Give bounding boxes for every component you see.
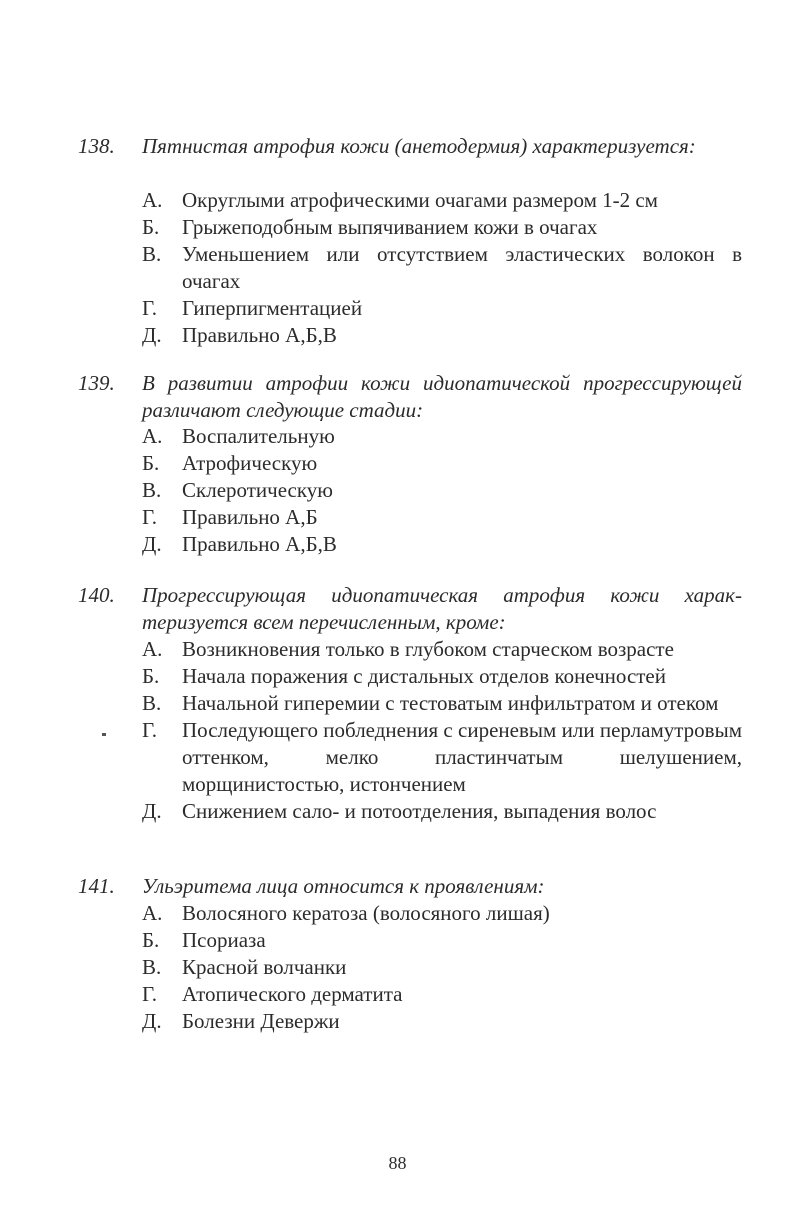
option-text: Начальной гиперемии с тестоватым инфильтратом и отеком xyxy=(182,691,719,715)
option-b xyxy=(0,450,795,477)
option-letter: Г. xyxy=(142,718,158,742)
option-text: Округлыми атрофическими очагами размером 1-2 см xyxy=(182,188,658,212)
option-letter: Б. xyxy=(142,664,160,688)
option-letter: В. xyxy=(142,478,162,502)
option-letter: А. xyxy=(142,424,163,448)
option-letter: Г. xyxy=(142,982,158,1006)
option-text: Воспалительную xyxy=(182,424,335,448)
option-text: Правильно А,Б,В xyxy=(182,323,337,347)
option-text: Болезни Девержи xyxy=(182,1009,340,1033)
question-number: 139. xyxy=(78,371,115,395)
option-letter: В. xyxy=(142,242,162,266)
option-e xyxy=(0,798,795,825)
option-text: Псориаза xyxy=(182,928,266,952)
option-letter: А. xyxy=(142,637,163,661)
options-139 xyxy=(0,423,795,558)
option-text: Гиперпигментацией xyxy=(182,296,363,320)
option-letter: Д. xyxy=(142,323,162,347)
option-d xyxy=(0,981,795,1008)
option-letter: Б. xyxy=(142,451,160,475)
question-number: 141. xyxy=(78,874,115,898)
option-text: Начала поражения с дистальных отделов конечностей xyxy=(182,664,666,688)
options-140 xyxy=(0,636,795,825)
question-number: 140. xyxy=(78,583,115,607)
option-text: Волосяного кератоза (волосяного лишая) xyxy=(182,901,550,925)
option-b xyxy=(0,214,795,241)
question-text: Прогрессирующая идиопатическая атрофия кожи характеризуется всем перечисленным, кроме: xyxy=(142,583,742,634)
option-letter: Г. xyxy=(142,296,158,320)
option-b xyxy=(0,663,795,690)
option-text: Уменьшением или отсутствием эластических волокон в очагах xyxy=(182,242,742,293)
options-138 xyxy=(0,187,795,349)
option-letter: Б. xyxy=(142,928,160,952)
option-a xyxy=(0,636,795,663)
option-letter: А. xyxy=(142,901,163,925)
question-text: Пятнистая атрофия кожи (анетодермия) характеризуется: xyxy=(142,134,696,158)
option-letter: Д. xyxy=(142,532,162,556)
option-text: Грыжеподобным выпячиванием кожи в очагах xyxy=(182,215,598,239)
option-c xyxy=(0,954,795,981)
option-d xyxy=(0,295,795,322)
option-letter: Б. xyxy=(142,215,160,239)
option-text: Снижением сало- и потоотделения, выпадения волос xyxy=(182,799,657,823)
page-number: 88 xyxy=(388,1153,407,1173)
option-b xyxy=(0,927,795,954)
options-141 xyxy=(0,900,795,1035)
option-text: Последующего побледнения с сиреневым или перламутровым оттенком, мелко пластинчатым шелушением, морщинистостью, истончением xyxy=(182,718,742,796)
option-letter: В. xyxy=(142,691,162,715)
option-d xyxy=(0,717,795,798)
option-e xyxy=(0,1008,795,1035)
question-text: В развитии атрофии кожи идиопатической прогрессирующей различают следующие стадии: xyxy=(142,371,742,422)
option-text: Правильно А,Б xyxy=(182,505,318,529)
option-text: Склеротическую xyxy=(182,478,333,502)
option-text: Возникновения только в глубоком старческом возрасте xyxy=(182,637,674,661)
option-e xyxy=(0,322,795,349)
question-number: 138. xyxy=(78,134,115,158)
option-letter: Д. xyxy=(142,1009,162,1033)
option-d xyxy=(0,504,795,531)
option-c xyxy=(0,241,795,295)
option-a xyxy=(0,423,795,450)
option-c xyxy=(0,477,795,504)
option-text: Правильно А,Б,В xyxy=(182,532,337,556)
option-c xyxy=(0,690,795,717)
option-a xyxy=(0,187,795,214)
option-text: Красной волчанки xyxy=(182,955,347,979)
option-text: Атрофическую xyxy=(182,451,318,475)
option-a xyxy=(0,900,795,927)
scan-speck xyxy=(102,733,106,736)
question-text: Ульэритема лица относится к проявлениям: xyxy=(142,874,545,898)
option-letter: В. xyxy=(142,955,162,979)
option-text: Атопического дерматита xyxy=(182,982,403,1006)
option-letter: Г. xyxy=(142,505,158,529)
option-letter: Д. xyxy=(142,799,162,823)
option-e xyxy=(0,531,795,558)
option-letter: А. xyxy=(142,188,163,212)
